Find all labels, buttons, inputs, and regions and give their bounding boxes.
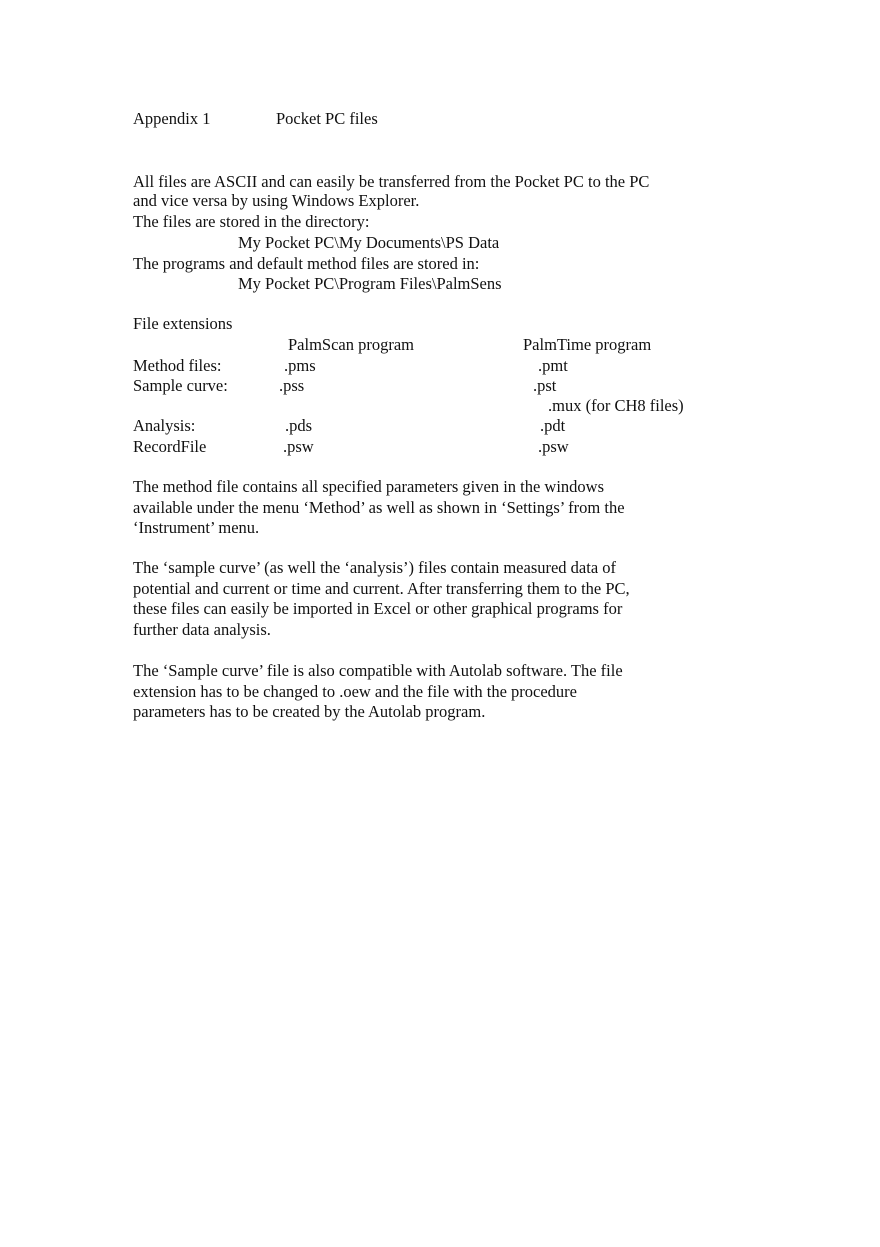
paragraph-line: available under the menu ‘Method’ as well as shown in ‘Settings’ from the <box>133 497 625 517</box>
file-extensions-heading: File extensions <box>133 314 233 333</box>
appendix-label: Appendix 1 <box>133 109 211 128</box>
paragraph-line: these files can easily be imported in Excel or other graphical programs for <box>133 599 623 619</box>
row-label-sample-curve: Sample curve: <box>133 376 228 395</box>
page-title: Pocket PC files <box>276 109 378 128</box>
paragraph-line: extension has to be changed to .oew and the file with the procedure <box>133 681 577 701</box>
paragraph-line: The ‘sample curve’ (as well the ‘analysis’) files contain measured data of <box>133 558 617 577</box>
row-label-analysis: Analysis: <box>133 416 196 435</box>
palmscan-analysis-ext: .pds <box>285 416 313 435</box>
palmscan-method-ext: .pms <box>284 356 316 375</box>
intro-line-1: All files are ASCII and can easily be transferred from the Pocket PC to the PC <box>133 172 650 191</box>
paragraph-method-file <box>133 477 625 539</box>
palmtime-analysis-ext: .pdt <box>540 416 566 435</box>
palmtime-sample-ext-mux: .mux (for CH8 files) <box>548 396 684 415</box>
paragraph-line: The method file contains all specified parameters given in the windows <box>133 477 605 496</box>
intro-line-4: The programs and default method files are stored in: <box>133 254 480 273</box>
data-directory-path: My Pocket PC\My Documents\PS Data <box>238 233 500 252</box>
paragraph-line: parameters has to be created by the Autolab program. <box>133 702 486 722</box>
paragraph-line: The ‘Sample curve’ file is also compatible with Autolab software. The file <box>133 661 623 680</box>
program-directory-path: My Pocket PC\Program Files\PalmSens <box>238 274 502 293</box>
palmscan-sample-ext: .pss <box>279 376 305 395</box>
paragraph-autolab <box>133 661 623 723</box>
palmtime-sample-ext: .pst <box>533 376 557 395</box>
row-label-method-files: Method files: <box>133 356 222 375</box>
row-label-recordfile: RecordFile <box>133 437 207 456</box>
column-header-palmtime: PalmTime program <box>523 335 652 354</box>
palmscan-recordfile-ext: .psw <box>283 437 314 456</box>
paragraph-line: potential and current or time and current. After transferring them to the PC, <box>133 578 630 598</box>
paragraph-sample-curve <box>133 558 630 640</box>
column-header-palmscan: PalmScan program <box>288 335 415 354</box>
intro-line-2: and vice versa by using Windows Explorer. <box>133 191 420 210</box>
paragraph-line: further data analysis. <box>133 619 271 639</box>
palmtime-method-ext: .pmt <box>538 356 568 375</box>
intro-line-3: The files are stored in the directory: <box>133 212 370 231</box>
palmtime-recordfile-ext: .psw <box>538 437 569 456</box>
paragraph-line: ‘Instrument’ menu. <box>133 518 260 538</box>
